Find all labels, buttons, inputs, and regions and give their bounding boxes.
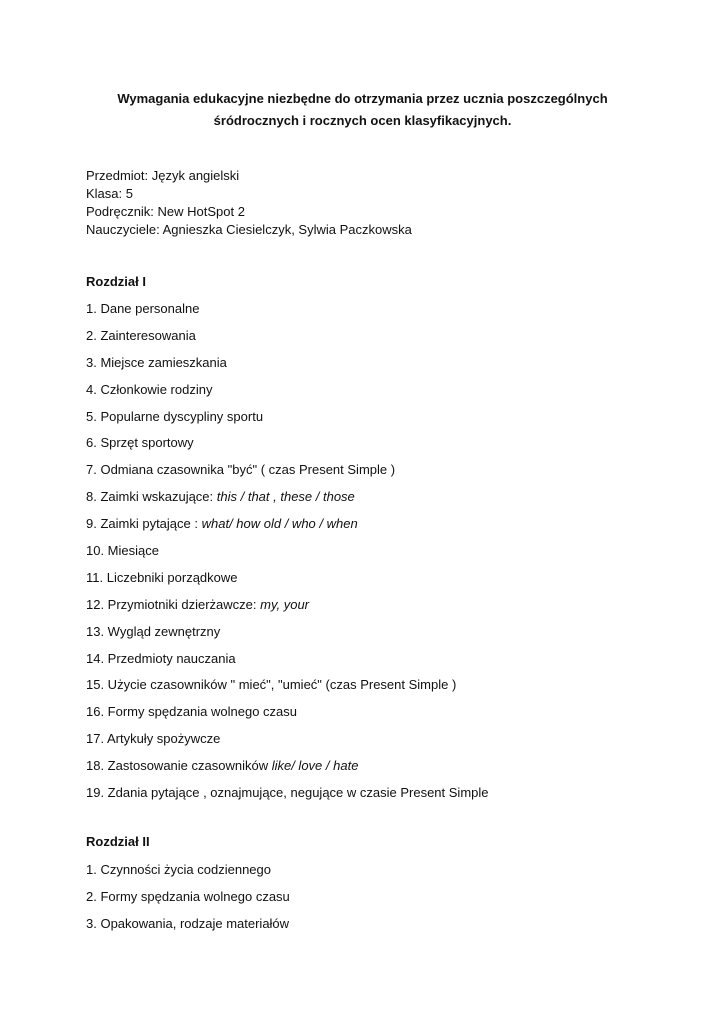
list-item bbox=[86, 381, 489, 408]
list-item-text: 13. Wygląd zewnętrzny bbox=[86, 623, 221, 639]
list-item-text: 9. Zaimki pytające : bbox=[86, 516, 202, 532]
list-item-text: 2. Zainteresowania bbox=[86, 327, 196, 343]
list-item bbox=[86, 915, 290, 942]
list-item bbox=[86, 703, 489, 730]
list-item bbox=[86, 861, 290, 888]
list-item-text: 6. Sprzęt sportowy bbox=[86, 435, 194, 451]
document-meta bbox=[86, 167, 412, 239]
list-item-text: 3. Opakowania, rodzaje materiałów bbox=[86, 915, 290, 931]
list-item bbox=[86, 650, 489, 677]
list-item-text: 16. Formy spędzania wolnego czasu bbox=[86, 704, 298, 720]
list-item-text: 7. Odmiana czasownika "być" ( czas Present Simple ) bbox=[86, 462, 396, 478]
list-item bbox=[86, 730, 489, 757]
list-item-text: 10. Miesiące bbox=[86, 543, 159, 559]
list-item bbox=[86, 596, 489, 623]
list-item bbox=[86, 461, 489, 488]
title-line-2: śródrocznych i rocznych ocen klasyfikacyjnych. bbox=[213, 113, 512, 128]
list-item-example: what/ how old / who / when bbox=[201, 516, 358, 532]
document-title bbox=[60, 88, 665, 132]
list-item-text: 3. Miejsce zamieszkania bbox=[86, 354, 227, 370]
meta-teachers: Nauczyciele: Agnieszka Ciesielczyk, Sylwia Paczkowska bbox=[86, 222, 412, 237]
list-item bbox=[86, 434, 489, 461]
list-item bbox=[86, 408, 489, 435]
chapter-1-heading: Rozdział I bbox=[86, 274, 146, 289]
list-item bbox=[86, 300, 489, 327]
list-item bbox=[86, 623, 489, 650]
list-item-text: 11. Liczebniki porządkowe bbox=[86, 569, 238, 585]
list-item-example: my, your bbox=[260, 596, 310, 612]
chapter-2-list bbox=[86, 861, 290, 942]
list-item-text: 18. Zastosowanie czasowników bbox=[86, 758, 272, 774]
list-item-text: 14. Przedmioty nauczania bbox=[86, 650, 236, 666]
list-item bbox=[86, 354, 489, 381]
list-item bbox=[86, 569, 489, 596]
list-item-text: 1. Czynności życia codziennego bbox=[86, 862, 271, 877]
list-item bbox=[86, 327, 489, 354]
list-item-example: like/ love / hate bbox=[271, 758, 359, 774]
list-item-example: this / that , these / those bbox=[216, 489, 355, 505]
list-item bbox=[86, 488, 489, 515]
list-item-text: 8. Zaimki wskazujące: bbox=[86, 489, 217, 505]
meta-class: Klasa: 5 bbox=[86, 186, 133, 201]
chapter-1-list bbox=[86, 300, 489, 811]
list-item bbox=[86, 757, 489, 784]
list-item-text: 4. Członkowie rodziny bbox=[86, 381, 213, 397]
list-item bbox=[86, 515, 489, 542]
list-item-text: 1. Dane personalne bbox=[86, 301, 200, 316]
list-item bbox=[86, 784, 489, 811]
list-item-text: 12. Przymiotniki dzierżawcze: bbox=[86, 596, 261, 612]
meta-subject: Przedmiot: Język angielski bbox=[86, 168, 240, 183]
title-line-1: Wymagania edukacyjne niezbędne do otrzymania przez ucznia poszczególnych bbox=[117, 91, 608, 106]
list-item-text: 17. Artykuły spożywcze bbox=[86, 731, 221, 747]
list-item bbox=[86, 676, 489, 703]
list-item-text: 2. Formy spędzania wolnego czasu bbox=[86, 888, 290, 904]
chapter-2-heading: Rozdział II bbox=[86, 834, 150, 849]
list-item-text: 19. Zdania pytające , oznajmujące, negujące w czasie Present Simple bbox=[86, 785, 489, 801]
list-item-text: 15. Użycie czasowników " mieć", "umieć" (czas Present Simple ) bbox=[86, 677, 457, 693]
list-item-text: 5. Popularne dyscypliny sportu bbox=[86, 408, 264, 424]
list-item bbox=[86, 542, 489, 569]
meta-textbook: Podręcznik: New HotSpot 2 bbox=[86, 204, 245, 219]
list-item bbox=[86, 888, 290, 915]
